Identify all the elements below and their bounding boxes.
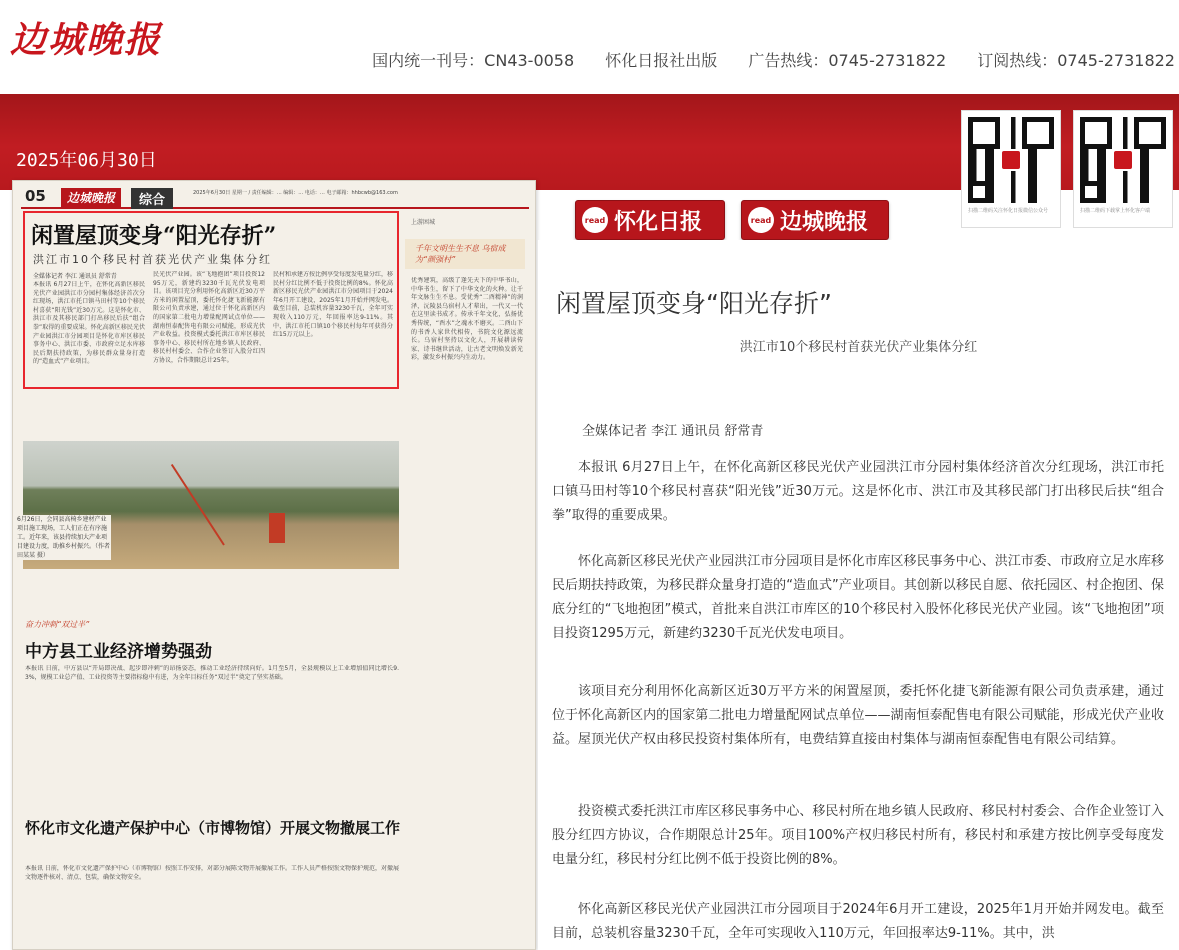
paper-section: 综合 bbox=[131, 188, 173, 209]
paper-text-col: 本报讯 日前，怀化市文化遗产保护中心（市博物馆）按照工作安排，对部分展陈文物开展撤展工作。工作人员严格按照文物保护规范，对撤展文物逐件核对、清点、包装，确保文物安全。 bbox=[25, 865, 399, 881]
side-title: 千年文明生生不息 乌宿成为“颜强村” bbox=[415, 244, 506, 264]
paper-page-header bbox=[21, 185, 529, 209]
article-paragraph: 怀化高新区移民光伏产业园洪江市分园项目是怀化市库区移民事务中心、洪江市委、市政府立足水库移民后期扶持政策，为移民群众量身打造的“造血式”产业项目。其创新以移民自愿、依托园区、村企抱团、保底分红的“飞地抱团”模式，首批来自洪江市库区的10个移民村入股怀化移民光伏产业园。该“飞地抱团”项目投资1295万元，新建约3230千瓦光伏发电项目。 bbox=[552, 554, 1164, 641]
qr-caption: 扫描二维码下载掌上怀化客户端 bbox=[1080, 208, 1151, 214]
site-logo[interactable]: 边城晚报 bbox=[10, 19, 163, 61]
publisher-text: 怀化日报社出版 bbox=[605, 51, 718, 70]
side-title-box bbox=[405, 239, 525, 269]
article-paragraph: 怀化高新区移民光伏产业园洪江市分园项目于2024年6月开工建设，2025年1月开始并网发电。截至目前，总装机容量3230千瓦，全年可实现收入110万元，年回报率达9-11%。其中，洪 bbox=[552, 902, 1164, 941]
paper-meta: 2025年6月30日 星期一 / 责任编辑：… 编辑：… 电话：… 电子邮箱：hhbcwb@163.com bbox=[193, 190, 398, 196]
article-subtitle: 洪江市10个移民村首获光伏产业集体分红 bbox=[739, 340, 978, 355]
crane-shape bbox=[171, 464, 225, 546]
header-info bbox=[346, 48, 1175, 71]
paper-byline: 全媒体记者 李江 通讯员 舒常青 bbox=[33, 273, 117, 280]
read-icon: read bbox=[582, 207, 608, 233]
article-paragraph: 该项目充分利用怀化高新区近30万平方米的闲置屋顶，委托怀化捷飞新能源有限公司负责承建，通过位于怀化高新区内的国家第二批电力增量配网试点单位——湖南恒泰配售电有限公司赋能，形成光伏产业收益。屋顶光伏产权由移民投资村集体所有，电费结算直接由村集体与湖南恒泰配售电有限公司结算。 bbox=[552, 684, 1164, 747]
page-number: 05 bbox=[25, 187, 46, 205]
article-paragraph: 投资模式委托洪江市库区移民事务中心、移民村所在地乡镇人民政府、移民村村委会、合作企业签订入股分红四方协议，合作期限总计25年。项目100%产权归移民村所有，移民村和承建方按比例享受每度发电量分红，移民村分红比例不低于投资比例的8%。 bbox=[552, 804, 1164, 867]
newspaper-page[interactable] bbox=[12, 180, 536, 950]
article-byline: 全媒体记者 李江 通讯员 舒常青 bbox=[582, 424, 764, 439]
read-huaihua-daily-button[interactable] bbox=[575, 200, 725, 240]
article-title: 闲置屋顶变身“阳光存折” bbox=[556, 289, 832, 318]
read-button-label: 怀化日报 bbox=[614, 208, 703, 235]
paper-text-col: 本报讯 6月27日上午，在怀化高新区移民光伏产业园洪江市分园村集体经济首次分红现场，洪江市托口镇马田村等10个移民村喜获“阳光钱”近30万元。这是怀化市、洪江市及其移民部门打出移民后扶“组合拳”取得的重要成果。怀化高新区移民光伏产业园洪江市分园项目是怀化市库区移民事务中心、洪江市委、市政府立足水库移民后期扶持政策，为移民群众量身打造的“造血式”产业项目。 bbox=[33, 281, 145, 366]
subscribe-hotline-text: 订阅热线：0745-2731822 bbox=[977, 51, 1175, 70]
read-button-label: 边城晚报 bbox=[780, 208, 869, 235]
paper-text-col: 民村和承建方按比例享受每度发电量分红，移民村分红比例不低于投资比例的8%。怀化高新区移民光伏产业园洪江市分园项目于2024年6月开工建设，2025年1月开始并网发电。截至目前，总装机容量3230千瓦，全年可实现收入110万元，年回报率达9-11%。其中，洪江市托口镇10个移民村每年可获得分红15万元以上。 bbox=[273, 271, 393, 339]
paper-text-col: 本报讯 日前，中方县以“开局即决战、起步即冲刺”的昂扬姿态，推动工业经济持续向好。1月至5月，全县规模以上工业增加值同比增长9.3%，规模工业总产值、工业投资等主要指标稳中有进，为全年目标任务“双过半”奠定了坚实基础。 bbox=[25, 665, 399, 681]
article-pane bbox=[538, 240, 1179, 950]
selected-article-hotspot[interactable] bbox=[23, 211, 399, 389]
paper-subhead: 洪江市10个移民村首获光伏产业集体分红 bbox=[33, 253, 272, 266]
site-header bbox=[0, 0, 1179, 94]
qr-code-icon bbox=[968, 117, 1054, 203]
qr-card-huaihua-daily bbox=[961, 110, 1061, 228]
qr-card-app bbox=[1073, 110, 1173, 228]
paper-text-col: 民光伏产业园。该“飞地抱团”项目投资1295万元，新建约3230千瓦光伏发电项目。该项目充分利用怀化高新区近30万平方米的闲置屋顶，委托怀化捷飞新能源有限公司负责承建，通过位于怀化高新区内的国家第二批电力增量配网试点单位——湖南恒泰配售电有限公司赋能，形成光伏产业收益。投资模式委托洪江市库区移民事务中心、移民村所在地乡镇人民政府、移民村村委会、合作企业签订入股分红四方协议，合作期限总计25年。 bbox=[153, 271, 265, 364]
qr-code-icon bbox=[1080, 117, 1166, 203]
side-article[interactable] bbox=[405, 211, 529, 681]
crane-base-shape bbox=[269, 513, 285, 543]
issue-date: 2025年06月30日 bbox=[16, 150, 157, 171]
paper-brand: 边城晚报 bbox=[61, 188, 121, 207]
qr-caption: 扫描二维码关注怀化日报微信公众号 bbox=[968, 208, 1049, 214]
ad-hotline-text: 广告热线：0745-2731822 bbox=[748, 51, 947, 70]
paper-headline-2[interactable]: 中方县工业经济增势强劲 bbox=[25, 642, 212, 662]
issn-text: 国内统一刊号：CN43-0058 bbox=[372, 51, 575, 70]
side-text: 优秀建筑，高级了逢先天下的中华书山，中华书生，留下了中华文化的火种。让千年文脉生生不息。受优秀“二酉精神”的润泽，沅陵县乌宿村人才辈出，一代又一代在这里读书成才。传承千年文化，弘扬优秀传统，“酉水”之魂永不磨灭。二酉山下的书香人家世代相传，书院文化源远流长。乌宿村坚持以文化人，开展耕读传家、诗书继世活动，让古老文明焕发新光彩，激发乡村振兴内生动力。 bbox=[411, 277, 523, 362]
read-icon: read bbox=[748, 207, 774, 233]
read-biancheng-evening-button[interactable] bbox=[741, 200, 889, 240]
paper-headline-3[interactable]: 怀化市文化遗产保护中心（市博物馆）开展文物撤展工作 bbox=[25, 819, 401, 837]
paper-kicker: 奋力冲刺“双过半” bbox=[25, 620, 90, 629]
article-paragraph: 本报讯 6月27日上午，在怀化高新区移民光伏产业园洪江市分园村集体经济首次分红现场，洪江市托口镇马田村等10个移民村喜获“阳光钱”近30万元。这是怀化市、洪江市及其移民部门打出移民后扶“组合拳”取得的重要成果。 bbox=[552, 460, 1164, 523]
photo-caption: 6月26日，会同县高椅乡建材产业项目施工现场，工人们正在有序施工。近年来，该县持续加大产业项目建设力度，助推乡村振兴。（作者 田某某 摄） bbox=[17, 516, 111, 559]
side-label: 上游困城 bbox=[411, 219, 436, 226]
paper-headline: 闲置屋顶变身“阳光存折” bbox=[31, 223, 277, 249]
